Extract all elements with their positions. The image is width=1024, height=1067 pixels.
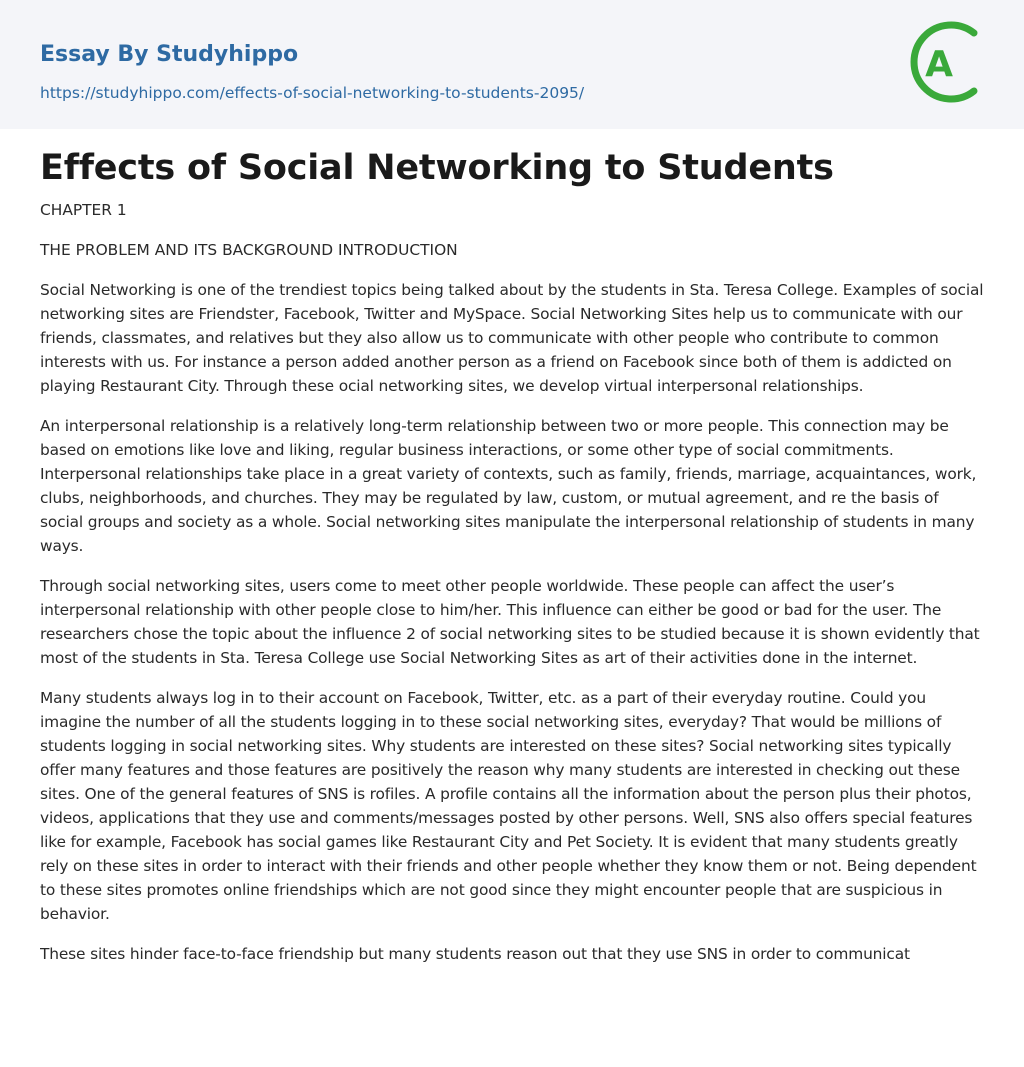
essay-content	[40, 146, 984, 966]
section-heading: THE PROBLEM AND ITS BACKGROUND INTRODUCTION	[40, 241, 458, 259]
brand-title[interactable]: Essay By Studyhippo	[40, 42, 299, 67]
paragraph: Many students always log in to their account on Facebook, Twitter, etc. as a part of their everyday routine. Could you imagine the number of all the students logging in to these social networking sites, everyday? That would be millions of students logging in social networking sites. Why students are interested on these sites? Social networking sites typically offer many features and those features are positively the reason why many students are interested in checking out these sites. One of the general features of SNS is rofiles. A profile contains all the information about the person plus their photos, videos, applications that they use and comments/messages posted by other persons. Well, SNS also offers special features like for example, Facebook has social games like Restaurant City and Pet Society. It is evident that many students greatly rely on these sites in order to interact with their friends and other people whether they know them or not. Being dependent to these sites promotes online friendships which are not good since they might encounter people that are suspicious in behavior.	[40, 689, 977, 923]
paragraph: An interpersonal relationship is a relatively long-term relationship between two or more people. This connection may be based on emotions like love and liking, regular business interactions, or some other type of social commitments. Interpersonal relationships take place in a great variety of contexts, such as family, friends, marriage, acquaintances, work, clubs, neighborhoods, and churches. They may be regulated by law, custom, or mutual agreement, and re the basis of social groups and society as a whole. Social networking sites manipulate the interpersonal relationship of students in many ways.	[40, 417, 977, 555]
logo-letter: A	[925, 44, 953, 85]
paragraph: Through social networking sites, users come to meet other people worldwide. These people can affect the user’s interpersonal relationship with other people close to him/her. This influence can either be good or bad for the user. The researchers chose the topic about the influence 2 of social networking sites to be studied because it is shown evidently that most of the students in Sta. Teresa College use Social Networking Sites as art of their activities done in the internet.	[40, 577, 980, 667]
paragraph: Social Networking is one of the trendiest topics being talked about by the students in Sta. Teresa College. Examples of social networking sites are Friendster, Facebook, Twitter and MySpace. Social Networking Sites help us to communicate with our friends, classmates, and relatives but they also allow us to communicate with other people who contribute to common interests with us. For instance a person added another person as a friend on Facebook since both of them is addicted on playing Restaurant City. Through these ocial networking sites, we develop virtual interpersonal relationships.	[40, 281, 984, 395]
studyhippo-logo-icon[interactable]	[908, 18, 988, 106]
chapter-label: CHAPTER 1	[40, 201, 127, 219]
site-header	[0, 0, 1024, 129]
essay-url-link[interactable]: https://studyhippo.com/effects-of-social-networking-to-students-2095/	[40, 84, 585, 102]
essay-title: Effects of Social Networking to Students	[40, 148, 834, 188]
paragraph-truncated: These sites hinder face-to-face friendship but many students reason out that they use SNS in order to communicat	[40, 945, 910, 963]
